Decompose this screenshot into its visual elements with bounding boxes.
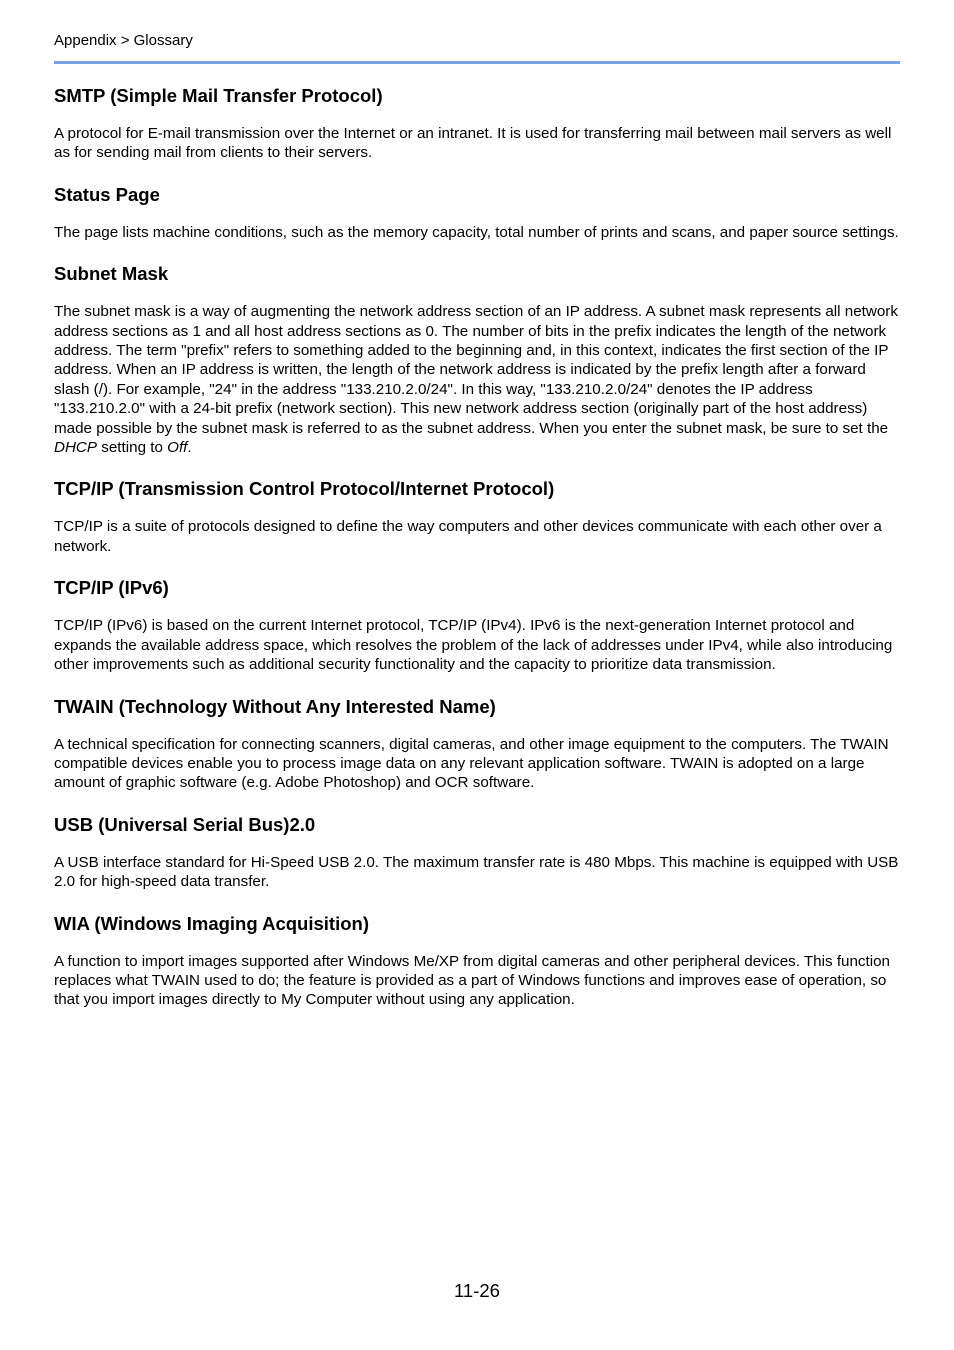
setting-value-off: Off xyxy=(167,439,188,457)
definition-text: . xyxy=(187,439,192,457)
term-heading: Status Page xyxy=(54,183,160,205)
definition-text: setting to xyxy=(97,439,168,457)
breadcrumb: Appendix > Glossary xyxy=(54,32,193,49)
definition-text: The subnet mask is a way of augmenting the network address section of an IP address. A subnet mask represents all network address sections as 1 and all host address sections as 0. The number of bits in the prefix indicates the length of the network address. The term "prefix" refers to something added to the beginning and, in this context, indicates the first section of the IP address. When an IP address is written, the length of the network address is indicated by the prefix length after a forward slash (/). For example, "24" in the address "133.210.2.0/24". In this way, "133.210.2.0/24" denotes the IP address "133.210.2.0" with a 24-bit prefix (network section). This new network address section (originally part of the host address) made possible by the subnet mask is referred to as the subnet address. When you enter the subnet mask, be sure to set the xyxy=(54,303,898,437)
glossary-entry-status-page xyxy=(54,183,900,242)
glossary-entry-twain xyxy=(54,695,900,793)
term-definition: A USB interface standard for Hi-Speed USB 2.0. The maximum transfer rate is 480 Mbps. This machine is equipped with USB 2.0 for high-speed data transfer. xyxy=(54,853,899,891)
term-definition: A function to import images supported after Windows Me/XP from digital cameras and other peripheral devices. This function replaces what TWAIN used to do; the feature is provided as a part of Windows functions and improves ease of operation, so that you import images directly to My Computer without using any application. xyxy=(54,952,891,1009)
glossary-entry-smtp xyxy=(54,84,900,163)
page-number: 11-26 xyxy=(454,1280,500,1301)
glossary-entry-wia xyxy=(54,912,900,1010)
setting-name-dhcp: DHCP xyxy=(54,439,98,457)
glossary-entry-tcpip xyxy=(54,477,900,556)
term-heading: WIA (Windows Imaging Acquisition) xyxy=(54,912,369,934)
term-heading: USB (Universal Serial Bus)2.0 xyxy=(54,813,316,835)
term-heading: TCP/IP (Transmission Control Protocol/Internet Protocol) xyxy=(54,478,555,500)
glossary-entry-tcpip-ipv6 xyxy=(54,576,900,674)
glossary-entry-subnet-mask xyxy=(54,262,900,457)
term-heading: SMTP (Simple Mail Transfer Protocol) xyxy=(54,85,383,106)
term-heading: TCP/IP (IPv6) xyxy=(54,577,169,599)
term-heading: TWAIN (Technology Without Any Interested Name) xyxy=(54,695,496,717)
header-divider xyxy=(54,61,900,64)
glossary-entry-usb xyxy=(54,813,900,892)
term-definition: A protocol for E-mail transmission over the Internet or an intranet. It is used for transferring mail between mail servers as well as for sending mail from clients to their servers. xyxy=(54,125,892,162)
term-definition xyxy=(54,302,900,457)
term-definition: TCP/IP is a suite of protocols designed to define the way computers and other devices communicate with each other over a network. xyxy=(54,518,882,555)
term-definition: The page lists machine conditions, such as the memory capacity, total number of prints and scans, and paper source settings. xyxy=(54,223,899,241)
glossary-content xyxy=(54,84,900,1030)
term-definition: TCP/IP (IPv6) is based on the current Internet protocol, TCP/IP (IPv4). IPv6 is the next-generation Internet protocol and expands the available address space, which resolves the problem of the lack of addresses under IPv4, while also introducing other improvements such as additional security functionality and the capacity to prioritize data transmission. xyxy=(54,617,893,674)
term-definition: A technical specification for connecting scanners, digital cameras, and other image equipment to the computers. The TWAIN compatible devices enable you to process image data on any relevant application software. TWAIN is adopted on a large amount of graphic software (e.g. Adobe Photoshop) and OCR software. xyxy=(54,735,889,792)
term-heading: Subnet Mask xyxy=(54,263,169,285)
